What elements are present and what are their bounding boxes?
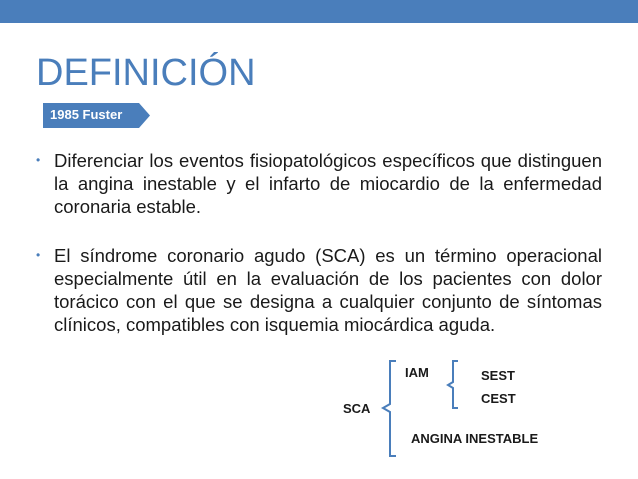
diagram-branch-angina: ANGINA INESTABLE (411, 431, 539, 446)
bullet-text-1: Diferenciar los eventos fisiopatológicos específicos que distinguen la angina inestable y el infarto de miocardio de la enfermedad coronaria estable. (54, 150, 602, 217)
diagram-branch-iam: IAM (405, 365, 429, 380)
inner-brace (444, 360, 460, 412)
bullet-dot-icon: • (36, 153, 41, 167)
year-author-tag (43, 103, 150, 128)
diagram-root-label: SCA (343, 401, 371, 416)
top-accent-bar (0, 0, 638, 23)
bullet-dot-icon: • (36, 248, 41, 262)
diagram-leaf-cest: CEST (481, 391, 516, 406)
bullet-text-2: El síndrome coronario agudo (SCA) es un término operacional especialmente útil en la evaluación de los pacientes con dolor torácico con el que se designa a cualquier conjunto de síntomas clínicos, compatibles con isquemia miocárdica aguda. (54, 245, 602, 335)
tag-label: 1985 Fuster (50, 107, 123, 122)
diagram-leaf-sest: SEST (481, 368, 515, 383)
bullet-item-2 (36, 244, 602, 336)
slide-title: DEFINICIÓN (36, 52, 256, 94)
outer-brace (378, 360, 398, 460)
bullet-item-1 (36, 149, 602, 218)
